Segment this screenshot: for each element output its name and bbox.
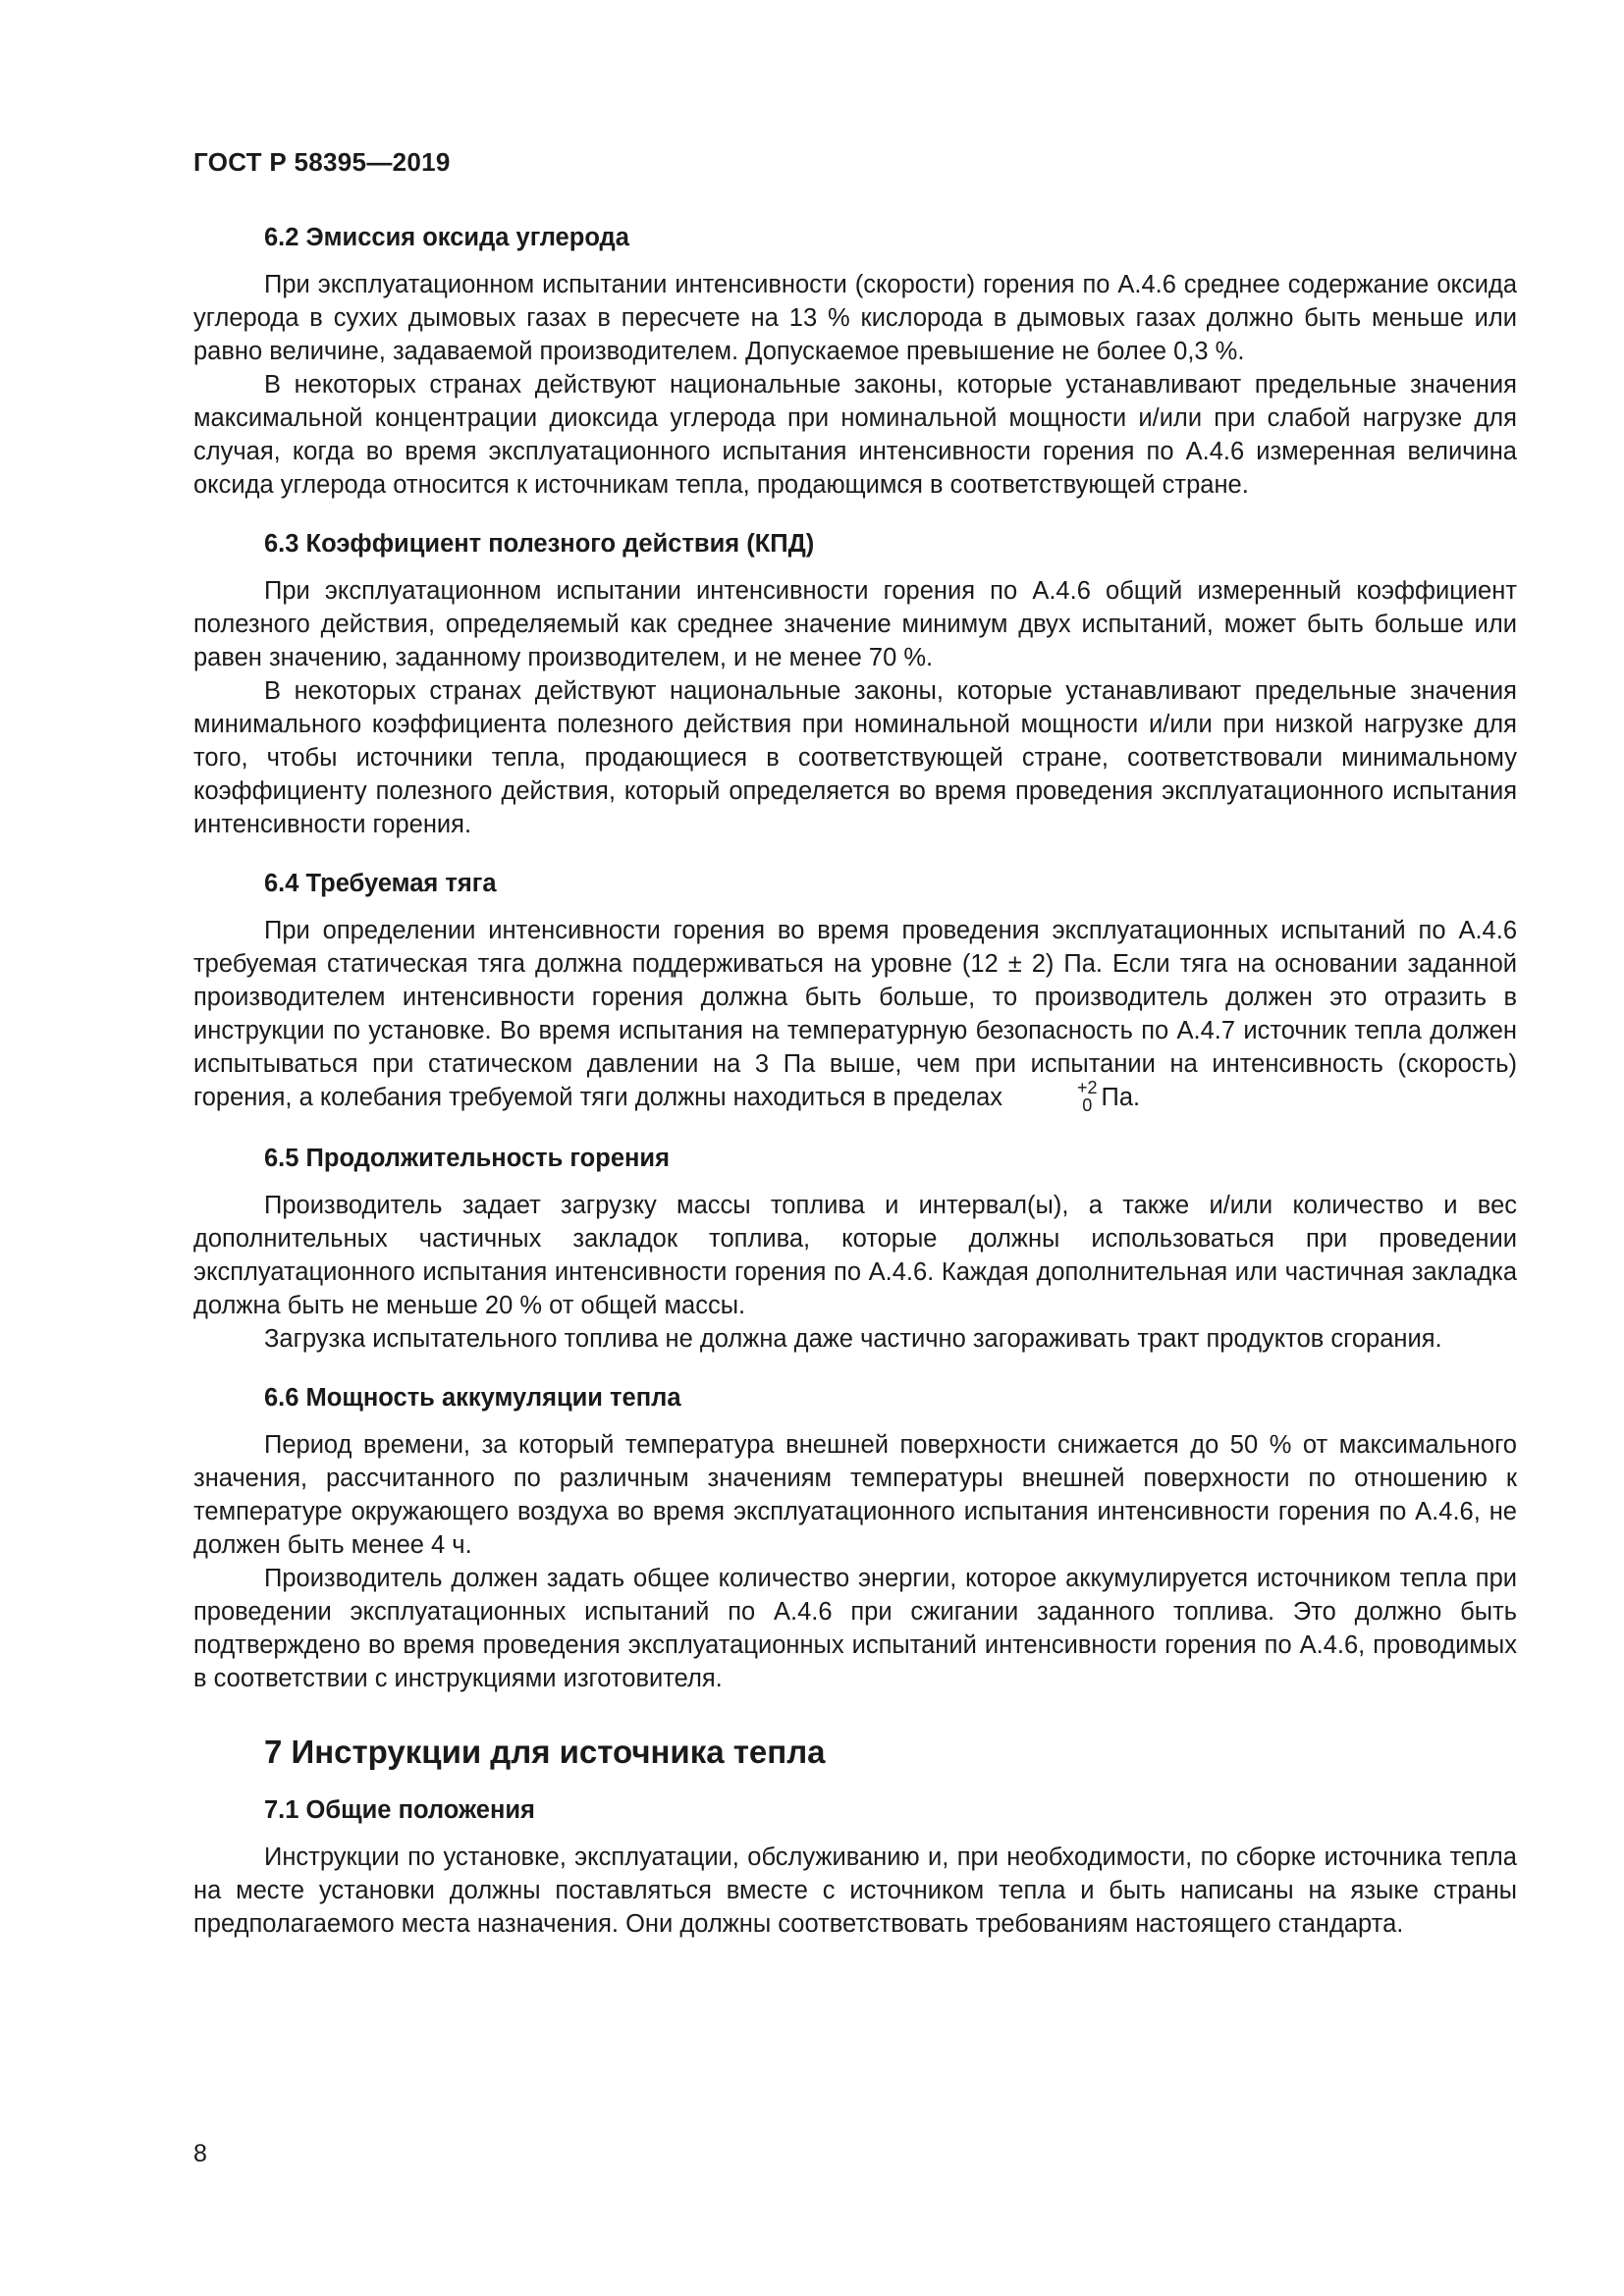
paragraph: Период времени, за который температура внешней поверхности снижается до 50 % от максимального значения, рассчитанного по различным значениям температуры внешней поверхности по отношению к температуре окружающего воздуха во время эксплуатационного испытания интенсивности горения по А.4.6, не должен быть менее 4 ч. [193, 1431, 1517, 1560]
chapter-heading: 7 Инструкции для источника тепла [264, 1734, 826, 1771]
tolerance-lower: 0 [1082, 1095, 1093, 1116]
section-6-5 [193, 1142, 1517, 1356]
section-6-3 [193, 527, 1517, 841]
paragraph: Инструкции по установке, эксплуатации, обслуживанию и, при необходимости, по сборке источника тепла на месте установки должны поставляться вместе с источником тепла и быть написаны на языке страны предполагаемого места назначения. Они должны соответствовать требованиям настоящего стандарта. [193, 1843, 1517, 1939]
section-heading: 7.1 Общие положения [264, 1796, 535, 1825]
document-id: ГОСТ Р 58395—2019 [193, 147, 451, 177]
paragraph: Производитель должен задать общее количество энергии, которое аккумулируется источником тепла при проведении эксплуатационных испытаний по А.4.6 при сжигании заданного топлива. Это должно быть подтверждено во время проведения эксплуатационных испытаний интенсивности горения по А.4.6, проводимых в соответствии с инструкциями изготовителя. [193, 1565, 1517, 1693]
paragraph [193, 914, 1517, 1116]
paragraph: В некоторых странах действуют национальные законы, которые устанавливают предельные значения минимального коэффициента полезного действия при номинальной мощности и/или при низкой нагрузке для того, чтобы источники тепла, продающиеся в соответствующей стране, соответствовали минимальному коэффициенту полезного действия, который определяется во время проведения эксплуатационного испытания интенсивности горения. [193, 677, 1517, 838]
tolerance-limits [1006, 1079, 1098, 1114]
section-6-2 [193, 221, 1517, 502]
paragraph: Производитель задает загрузку массы топлива и интервал(ы), а также и/или количество и вес дополнительных частичных закладок топлива, которые должны использоваться при проведении эксплуатационного испытания интенсивности горения по А.4.6. Каждая дополнительная или частичная закладка должна быть не меньше 20 % от общей массы. [193, 1192, 1517, 1320]
paragraph: В некоторых странах действуют национальные законы, которые устанавливают предельные значения максимальной концентрации диоксида углерода при номинальной мощности и/или при слабой нагрузке для случая, когда во время эксплуатационного испытания интенсивности горения по А.4.6 измеренная величина оксида углерода относится к источникам тепла, продающимся в соответствующей стране. [193, 371, 1517, 499]
document-body [193, 221, 1517, 1966]
section-6-4 [193, 867, 1517, 1116]
paragraph: При эксплуатационном испытании интенсивности (скорости) горения по А.4.6 среднее содержание оксида углерода в сухих дымовых газах в пересчете на 13 % кислорода в дымовых газах должно быть меньше или равно величине, задаваемой производителем. Допускаемое превышение не более 0,3 %. [193, 271, 1517, 365]
tolerance-unit: Па. [1101, 1084, 1141, 1111]
section-heading: 6.3 Коэффициент полезного действия (КПД) [264, 530, 815, 558]
paragraph-text: При определении интенсивности горения во время проведения эксплуатационных испытаний по А.4.6 требуемая статическая тяга должна поддерживаться на уровне (12 ± 2) Па. Если тяга на основании заданной производителем интенсивности горения должна быть больше, то производитель должен это отразить в инструкции по установке. Во время испытания на температурную безопасность по А.4.7 источник тепла должен испытываться при статическом давлении на 3 Па выше, чем при испытании на интенсивность (скорость) горения, а колебания требуемой тяги должны находиться в пределах [193, 917, 1517, 1111]
section-heading: 6.2 Эмиссия оксида углерода [264, 224, 629, 251]
section-heading: 6.5 Продолжительность горения [264, 1145, 670, 1173]
page-number: 8 [193, 2140, 207, 2167]
section-6-6 [193, 1381, 1517, 1695]
section-7-1 [193, 1793, 1517, 1941]
paragraph: При эксплуатационном испытании интенсивности горения по А.4.6 общий измеренный коэффициент полезного действия, определяемый как среднее значение минимум двух испытаний, может быть больше или равен значению, заданному производителем, и не менее 70 %. [193, 577, 1517, 671]
paragraph: Загрузка испытательного топлива не должна даже частично загораживать тракт продуктов сгорания. [264, 1325, 1442, 1354]
section-heading: 6.4 Требуемая тяга [264, 870, 497, 897]
tolerance-upper: +2 [1077, 1078, 1098, 1098]
section-heading: 6.6 Мощность аккумуляции тепла [264, 1384, 681, 1413]
